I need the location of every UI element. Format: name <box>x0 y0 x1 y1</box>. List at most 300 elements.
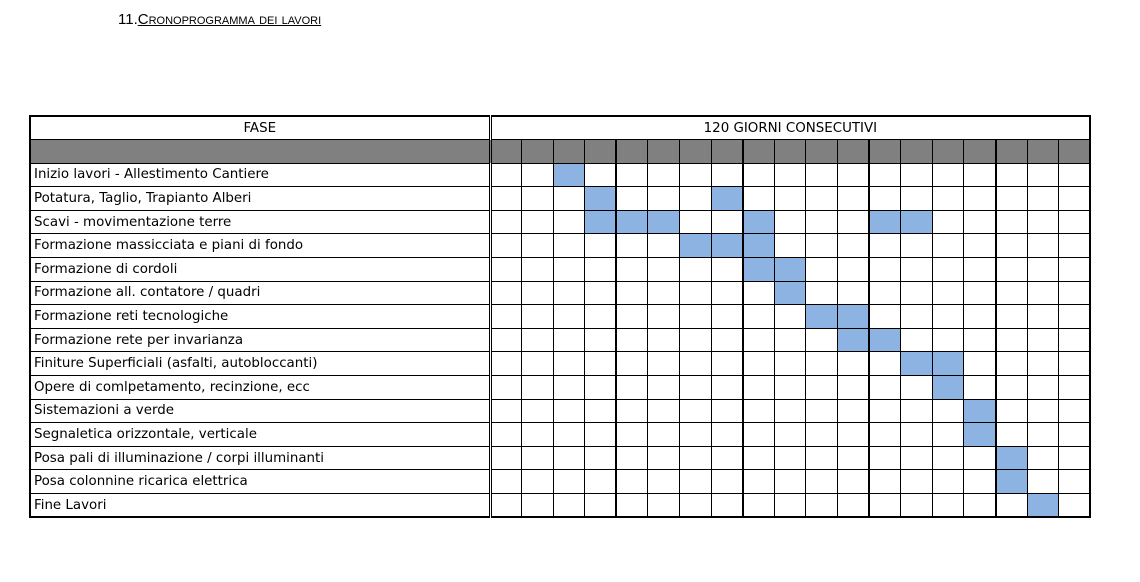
phase-label: Formazione rete per invarianza <box>30 328 490 352</box>
phase-label: Inizio lavori - Allestimento Cantiere <box>30 163 490 187</box>
schedule-empty-cell <box>964 494 996 518</box>
schedule-bar-cell <box>648 210 680 234</box>
schedule-empty-cell <box>522 305 554 329</box>
schedule-empty-cell <box>869 446 901 470</box>
schedule-empty-cell <box>932 446 964 470</box>
schedule-empty-cell <box>869 187 901 211</box>
schedule-bar-cell <box>743 210 775 234</box>
schedule-empty-cell <box>774 376 806 400</box>
schedule-empty-cell <box>616 234 648 258</box>
schedule-empty-cell <box>648 376 680 400</box>
header-row <box>30 116 1090 140</box>
schedule-empty-cell <box>743 446 775 470</box>
header-band-cell <box>680 140 712 164</box>
schedule-empty-cell <box>585 446 617 470</box>
schedule-bar-cell <box>869 328 901 352</box>
schedule-empty-cell <box>901 494 933 518</box>
schedule-empty-cell <box>964 163 996 187</box>
schedule-empty-cell <box>711 376 743 400</box>
schedule-empty-cell <box>996 210 1028 234</box>
schedule-empty-cell <box>553 210 585 234</box>
schedule-empty-cell <box>711 163 743 187</box>
schedule-empty-cell <box>1059 210 1091 234</box>
schedule-bar-cell <box>680 234 712 258</box>
schedule-empty-cell <box>838 446 870 470</box>
schedule-empty-cell <box>711 281 743 305</box>
schedule-empty-cell <box>1059 258 1091 282</box>
phase-label: Sistemazioni a verde <box>30 399 490 423</box>
schedule-empty-cell <box>838 258 870 282</box>
header-band-cell <box>616 140 648 164</box>
schedule-empty-cell <box>901 399 933 423</box>
schedule-bar-cell <box>996 470 1028 494</box>
schedule-empty-cell <box>648 305 680 329</box>
schedule-empty-cell <box>711 328 743 352</box>
phase-label: Finiture Superficiali (asfalti, autobloccanti) <box>30 352 490 376</box>
schedule-empty-cell <box>996 352 1028 376</box>
schedule-empty-cell <box>711 352 743 376</box>
schedule-empty-cell <box>680 210 712 234</box>
header-band-cell <box>869 140 901 164</box>
schedule-empty-cell <box>680 352 712 376</box>
schedule-bar-cell <box>838 305 870 329</box>
schedule-bar-cell <box>964 423 996 447</box>
schedule-empty-cell <box>648 399 680 423</box>
schedule-empty-cell <box>553 352 585 376</box>
schedule-empty-cell <box>743 328 775 352</box>
schedule-empty-cell <box>616 187 648 211</box>
schedule-empty-cell <box>522 446 554 470</box>
schedule-empty-cell <box>1059 234 1091 258</box>
phase-row <box>30 305 1090 329</box>
schedule-empty-cell <box>522 376 554 400</box>
schedule-empty-cell <box>522 234 554 258</box>
phase-row <box>30 234 1090 258</box>
schedule-empty-cell <box>1059 494 1091 518</box>
schedule-empty-cell <box>869 281 901 305</box>
schedule-empty-cell <box>806 470 838 494</box>
schedule-empty-cell <box>585 470 617 494</box>
schedule-empty-cell <box>932 210 964 234</box>
header-band-cell <box>1059 140 1091 164</box>
schedule-empty-cell <box>680 305 712 329</box>
schedule-empty-cell <box>680 423 712 447</box>
schedule-empty-cell <box>616 423 648 447</box>
schedule-empty-cell <box>743 376 775 400</box>
schedule-empty-cell <box>932 423 964 447</box>
schedule-empty-cell <box>553 187 585 211</box>
schedule-empty-cell <box>901 281 933 305</box>
schedule-empty-cell <box>522 423 554 447</box>
schedule-empty-cell <box>553 399 585 423</box>
phase-row <box>30 494 1090 518</box>
schedule-empty-cell <box>743 494 775 518</box>
schedule-empty-cell <box>1027 446 1059 470</box>
schedule-empty-cell <box>585 423 617 447</box>
schedule-empty-cell <box>806 234 838 258</box>
schedule-bar-cell <box>869 210 901 234</box>
days-header: 120 GIORNI CONSECUTIVI <box>490 116 1090 140</box>
schedule-empty-cell <box>806 210 838 234</box>
schedule-empty-cell <box>490 399 522 423</box>
schedule-empty-cell <box>490 281 522 305</box>
header-band-cell <box>743 140 775 164</box>
schedule-empty-cell <box>1027 470 1059 494</box>
schedule-empty-cell <box>806 281 838 305</box>
schedule-empty-cell <box>838 376 870 400</box>
schedule-empty-cell <box>932 494 964 518</box>
schedule-empty-cell <box>774 446 806 470</box>
phase-row <box>30 163 1090 187</box>
schedule-empty-cell <box>743 305 775 329</box>
schedule-empty-cell <box>1059 376 1091 400</box>
phase-label: Posa colonnine ricarica elettrica <box>30 470 490 494</box>
schedule-empty-cell <box>932 234 964 258</box>
schedule-bar-cell <box>774 258 806 282</box>
schedule-empty-cell <box>964 376 996 400</box>
schedule-empty-cell <box>964 187 996 211</box>
schedule-empty-cell <box>1059 305 1091 329</box>
schedule-empty-cell <box>901 423 933 447</box>
schedule-empty-cell <box>964 352 996 376</box>
schedule-empty-cell <box>490 494 522 518</box>
schedule-empty-cell <box>1027 328 1059 352</box>
schedule-table <box>29 115 1091 518</box>
schedule-empty-cell <box>585 305 617 329</box>
phase-label: Scavi - movimentazione terre <box>30 210 490 234</box>
schedule-empty-cell <box>711 423 743 447</box>
schedule-empty-cell <box>680 376 712 400</box>
schedule-bar-cell <box>806 305 838 329</box>
schedule-empty-cell <box>838 210 870 234</box>
schedule-empty-cell <box>743 423 775 447</box>
schedule-empty-cell <box>996 399 1028 423</box>
schedule-empty-cell <box>616 494 648 518</box>
phase-row <box>30 187 1090 211</box>
schedule-empty-cell <box>711 494 743 518</box>
schedule-empty-cell <box>743 470 775 494</box>
schedule-empty-cell <box>996 423 1028 447</box>
schedule-empty-cell <box>553 376 585 400</box>
section-number: 11. <box>118 11 138 28</box>
schedule-empty-cell <box>490 234 522 258</box>
schedule-empty-cell <box>996 281 1028 305</box>
schedule-empty-cell <box>648 423 680 447</box>
schedule-empty-cell <box>522 328 554 352</box>
schedule-empty-cell <box>616 352 648 376</box>
schedule-bar-cell <box>743 234 775 258</box>
phase-label: Posa pali di illuminazione / corpi illuminanti <box>30 446 490 470</box>
schedule-empty-cell <box>711 258 743 282</box>
header-band-row <box>30 140 1090 164</box>
schedule-empty-cell <box>806 376 838 400</box>
schedule-empty-cell <box>680 281 712 305</box>
schedule-empty-cell <box>774 234 806 258</box>
schedule-bar-cell <box>932 352 964 376</box>
phase-row <box>30 328 1090 352</box>
schedule-bar-cell <box>774 281 806 305</box>
schedule-empty-cell <box>490 352 522 376</box>
schedule-empty-cell <box>522 470 554 494</box>
phase-label: Fine Lavori <box>30 494 490 518</box>
schedule-empty-cell <box>1027 352 1059 376</box>
schedule-empty-cell <box>901 234 933 258</box>
schedule-empty-cell <box>774 470 806 494</box>
schedule-empty-cell <box>522 352 554 376</box>
schedule-empty-cell <box>774 399 806 423</box>
schedule-empty-cell <box>1027 399 1059 423</box>
schedule-empty-cell <box>490 210 522 234</box>
schedule-empty-cell <box>585 163 617 187</box>
schedule-empty-cell <box>964 210 996 234</box>
schedule-empty-cell <box>680 163 712 187</box>
schedule-empty-cell <box>648 281 680 305</box>
schedule-empty-cell <box>901 187 933 211</box>
schedule-empty-cell <box>996 328 1028 352</box>
phase-row <box>30 281 1090 305</box>
phase-label: Formazione massicciata e piani di fondo <box>30 234 490 258</box>
schedule-empty-cell <box>680 494 712 518</box>
schedule-empty-cell <box>680 258 712 282</box>
schedule-empty-cell <box>490 163 522 187</box>
schedule-empty-cell <box>711 446 743 470</box>
schedule-empty-cell <box>806 258 838 282</box>
schedule-empty-cell <box>774 423 806 447</box>
schedule-empty-cell <box>1027 423 1059 447</box>
header-band-cell <box>901 140 933 164</box>
schedule-empty-cell <box>964 234 996 258</box>
schedule-empty-cell <box>1027 210 1059 234</box>
header-band-cell <box>1027 140 1059 164</box>
schedule-empty-cell <box>964 470 996 494</box>
schedule-empty-cell <box>806 352 838 376</box>
schedule-empty-cell <box>806 328 838 352</box>
schedule-empty-cell <box>522 187 554 211</box>
schedule-empty-cell <box>774 163 806 187</box>
schedule-empty-cell <box>869 376 901 400</box>
schedule-empty-cell <box>711 210 743 234</box>
header-band-cell <box>648 140 680 164</box>
phase-row <box>30 352 1090 376</box>
schedule-empty-cell <box>553 305 585 329</box>
schedule-empty-cell <box>901 328 933 352</box>
schedule-empty-cell <box>838 423 870 447</box>
schedule-empty-cell <box>964 305 996 329</box>
schedule-bar-cell <box>838 328 870 352</box>
schedule-empty-cell <box>680 470 712 494</box>
schedule-empty-cell <box>869 234 901 258</box>
schedule-empty-cell <box>964 281 996 305</box>
phase-row <box>30 258 1090 282</box>
schedule-empty-cell <box>553 328 585 352</box>
schedule-empty-cell <box>869 399 901 423</box>
phase-row <box>30 399 1090 423</box>
schedule-empty-cell <box>1027 376 1059 400</box>
schedule-empty-cell <box>680 446 712 470</box>
schedule-empty-cell <box>806 399 838 423</box>
schedule-empty-cell <box>585 328 617 352</box>
schedule-empty-cell <box>932 281 964 305</box>
schedule-empty-cell <box>1059 352 1091 376</box>
schedule-empty-cell <box>553 423 585 447</box>
schedule-empty-cell <box>1059 423 1091 447</box>
schedule-empty-cell <box>648 328 680 352</box>
schedule-empty-cell <box>648 470 680 494</box>
phase-label: Formazione di cordoli <box>30 258 490 282</box>
schedule-empty-cell <box>648 187 680 211</box>
schedule-bar-cell <box>1027 494 1059 518</box>
schedule-empty-cell <box>869 494 901 518</box>
schedule-empty-cell <box>901 305 933 329</box>
phase-label: Formazione all. contatore / quadri <box>30 281 490 305</box>
schedule-empty-cell <box>838 352 870 376</box>
schedule-empty-cell <box>553 446 585 470</box>
schedule-empty-cell <box>553 470 585 494</box>
schedule-empty-cell <box>964 258 996 282</box>
schedule-empty-cell <box>522 163 554 187</box>
schedule-empty-cell <box>774 352 806 376</box>
schedule-empty-cell <box>648 494 680 518</box>
schedule-empty-cell <box>743 187 775 211</box>
schedule-empty-cell <box>711 399 743 423</box>
header-band-cell <box>964 140 996 164</box>
header-band-cell <box>490 140 522 164</box>
schedule-empty-cell <box>838 163 870 187</box>
schedule-empty-cell <box>838 187 870 211</box>
schedule-empty-cell <box>996 234 1028 258</box>
schedule-empty-cell <box>490 187 522 211</box>
schedule-empty-cell <box>869 163 901 187</box>
schedule-empty-cell <box>838 470 870 494</box>
schedule-empty-cell <box>1027 234 1059 258</box>
schedule-empty-cell <box>774 305 806 329</box>
schedule-empty-cell <box>585 234 617 258</box>
schedule-empty-cell <box>774 328 806 352</box>
schedule-empty-cell <box>616 163 648 187</box>
phase-row <box>30 423 1090 447</box>
schedule-empty-cell <box>996 258 1028 282</box>
schedule-empty-cell <box>869 352 901 376</box>
schedule-empty-cell <box>964 446 996 470</box>
schedule-bar-cell <box>585 210 617 234</box>
schedule-bar-cell <box>901 210 933 234</box>
schedule-bar-cell <box>996 446 1028 470</box>
schedule-empty-cell <box>743 352 775 376</box>
header-band-cell <box>996 140 1028 164</box>
header-band-cell <box>711 140 743 164</box>
schedule-empty-cell <box>1059 281 1091 305</box>
schedule-empty-cell <box>490 446 522 470</box>
schedule-empty-cell <box>964 328 996 352</box>
schedule-empty-cell <box>490 328 522 352</box>
schedule-empty-cell <box>901 446 933 470</box>
schedule-empty-cell <box>490 376 522 400</box>
schedule-empty-cell <box>1027 163 1059 187</box>
schedule-empty-cell <box>616 281 648 305</box>
header-band-cell <box>806 140 838 164</box>
schedule-empty-cell <box>585 399 617 423</box>
fase-header: FASE <box>30 116 490 140</box>
schedule-empty-cell <box>901 470 933 494</box>
schedule-empty-cell <box>585 376 617 400</box>
schedule-empty-cell <box>680 399 712 423</box>
schedule-empty-cell <box>648 234 680 258</box>
header-band-label <box>30 140 490 164</box>
schedule-empty-cell <box>616 305 648 329</box>
schedule-empty-cell <box>616 470 648 494</box>
schedule-empty-cell <box>996 376 1028 400</box>
phase-row <box>30 446 1090 470</box>
schedule-empty-cell <box>616 258 648 282</box>
schedule-empty-cell <box>1059 163 1091 187</box>
schedule-empty-cell <box>996 494 1028 518</box>
phase-label: Opere di comlpetamento, recinzione, ecc <box>30 376 490 400</box>
phase-label: Formazione reti tecnologiche <box>30 305 490 329</box>
schedule-empty-cell <box>648 163 680 187</box>
schedule-empty-cell <box>522 399 554 423</box>
phase-label: Potatura, Taglio, Trapianto Alberi <box>30 187 490 211</box>
schedule-empty-cell <box>648 352 680 376</box>
schedule-empty-cell <box>932 258 964 282</box>
schedule-empty-cell <box>711 305 743 329</box>
header-band-cell <box>838 140 870 164</box>
schedule-empty-cell <box>743 399 775 423</box>
schedule-bar-cell <box>743 258 775 282</box>
schedule-empty-cell <box>869 258 901 282</box>
schedule-empty-cell <box>743 163 775 187</box>
schedule-empty-cell <box>553 234 585 258</box>
header-band-cell <box>585 140 617 164</box>
schedule-empty-cell <box>806 187 838 211</box>
schedule-empty-cell <box>838 399 870 423</box>
schedule-empty-cell <box>996 163 1028 187</box>
schedule-bar-cell <box>932 376 964 400</box>
schedule-empty-cell <box>490 423 522 447</box>
schedule-empty-cell <box>616 328 648 352</box>
schedule-empty-cell <box>932 399 964 423</box>
schedule-empty-cell <box>553 494 585 518</box>
schedule-bar-cell <box>901 352 933 376</box>
schedule-empty-cell <box>838 281 870 305</box>
schedule-empty-cell <box>869 470 901 494</box>
schedule-empty-cell <box>806 163 838 187</box>
schedule-empty-cell <box>774 210 806 234</box>
schedule-empty-cell <box>680 328 712 352</box>
schedule-empty-cell <box>585 281 617 305</box>
phase-row <box>30 376 1090 400</box>
schedule-empty-cell <box>774 187 806 211</box>
schedule-bar-cell <box>616 210 648 234</box>
schedule-empty-cell <box>996 305 1028 329</box>
schedule-empty-cell <box>774 494 806 518</box>
schedule-empty-cell <box>806 494 838 518</box>
schedule-empty-cell <box>901 163 933 187</box>
schedule-empty-cell <box>616 376 648 400</box>
schedule-empty-cell <box>553 258 585 282</box>
schedule-empty-cell <box>553 281 585 305</box>
schedule-empty-cell <box>838 234 870 258</box>
schedule-empty-cell <box>522 281 554 305</box>
phase-row <box>30 210 1090 234</box>
schedule-bar-cell <box>711 234 743 258</box>
schedule-empty-cell <box>996 187 1028 211</box>
schedule-empty-cell <box>1027 187 1059 211</box>
schedule-empty-cell <box>1027 258 1059 282</box>
schedule-empty-cell <box>869 305 901 329</box>
schedule-empty-cell <box>1027 281 1059 305</box>
schedule-empty-cell <box>490 258 522 282</box>
schedule-empty-cell <box>616 399 648 423</box>
